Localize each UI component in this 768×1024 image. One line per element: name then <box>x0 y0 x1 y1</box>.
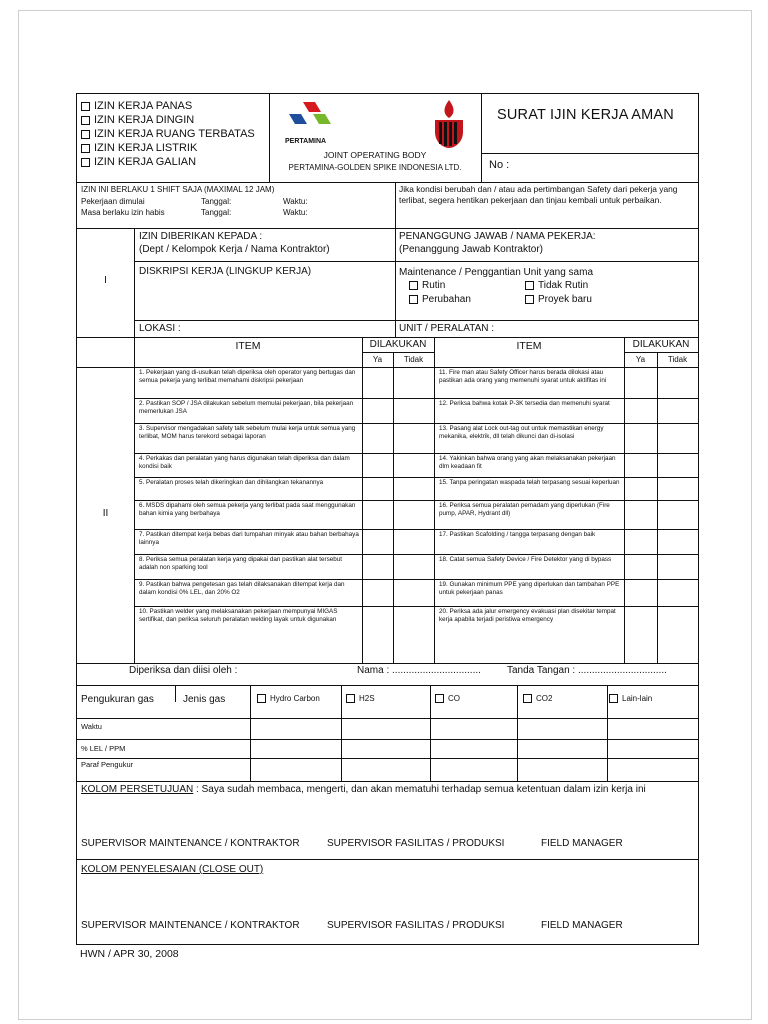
closeout-title: KOLOM PENYELESAIAN (CLOSE OUT) <box>81 864 264 875</box>
approval-sign-maintenance[interactable]: SUPERVISOR MAINTENANCE / KONTRAKTOR <box>81 838 300 849</box>
checkbox[interactable] <box>81 130 90 139</box>
checklist-no-right[interactable] <box>657 500 698 529</box>
checkbox[interactable] <box>525 281 534 290</box>
checklist-item-right: 18. Catat semua Safety Device / Fire Detektor yang di bypass <box>439 556 612 563</box>
gas-row-initial-label: Paraf Pengukur <box>81 760 134 769</box>
permit-type-hot[interactable]: IZIN KERJA PANAS <box>81 100 267 113</box>
checklist-item-right: 14. Yakinkan bahwa orang yang akan melaksanakan pekerjaan dlm keadaan fit <box>439 455 616 470</box>
section-1-label: I <box>104 275 107 286</box>
checklist-no-right[interactable] <box>657 477 698 500</box>
checkbox[interactable] <box>409 281 418 290</box>
gas-co[interactable]: CO <box>435 694 460 704</box>
checklist-no-left[interactable] <box>393 529 434 554</box>
checklist-no-left[interactable] <box>393 367 434 398</box>
gas-row-lel-label: % LEL / PPM <box>81 744 126 753</box>
checklist-yes-right[interactable] <box>624 554 657 579</box>
no-header-right: Tidak <box>667 355 688 364</box>
end-time-label: Waktu: <box>283 208 308 217</box>
checklist-no-left[interactable] <box>393 453 434 477</box>
permit-type-list <box>81 100 267 169</box>
yes-header-right: Ya <box>635 355 646 364</box>
checklist-no-left[interactable] <box>393 579 434 606</box>
checkbox[interactable] <box>523 694 532 703</box>
checklist-yes-right[interactable] <box>624 453 657 477</box>
checklist-item-left: 5. Peralatan proses telah dikeringkan dan dihilangkan tekanannya <box>139 479 324 486</box>
checklist-no-left[interactable] <box>393 606 434 663</box>
permit-form <box>76 93 699 945</box>
checklist-no-right[interactable] <box>657 579 698 606</box>
checklist-yes-right[interactable] <box>624 500 657 529</box>
checklist-item-left: 1. Pekerjaan yang di-usulkan telah diperiksa oleh operator yang bertugas dan semua pekerja yang terlibat memahami diskripsi pekerjaan <box>139 369 356 384</box>
permit-type-electrical[interactable]: IZIN KERJA LISTRIK <box>81 142 267 155</box>
checker-name-field[interactable]: Nama : ................................ <box>357 665 481 676</box>
permit-number-label: No : <box>489 159 510 171</box>
approval-statement <box>81 784 693 796</box>
pertamina-logo-text: PERTAMINA <box>285 138 327 145</box>
option-new-project[interactable]: Proyek baru <box>525 294 592 306</box>
gas-hydrocarbon[interactable]: Hydro Carbon <box>257 694 320 704</box>
start-date-label: Tanggal: <box>201 197 232 206</box>
checklist-no-right[interactable] <box>657 529 698 554</box>
checklist-no-left[interactable] <box>393 398 434 423</box>
work-description-label: DISKRIPSI KERJA (LINGKUP KERJA) <box>139 266 312 277</box>
checklist-item-left: 9. Pastikan bahwa pengetesan gas telah dilaksanakan ditempat kerja dan dalam kondisi 0% LEL, dan 20% O2 <box>139 581 345 596</box>
yes-header-left: Ya <box>372 355 383 364</box>
responsible-label: PENANGGUNG JAWAB / NAMA PEKERJA: <box>399 231 596 242</box>
option-change[interactable]: Perubahan <box>409 294 471 306</box>
gas-measurement-label: Pengukuran gas <box>81 694 154 705</box>
checklist-no-right[interactable] <box>657 453 698 477</box>
checklist-no-left[interactable] <box>393 500 434 529</box>
checklist-item-left: 8. Periksa semua peralatan kerja yang dipakai dan pastikan alat tersebut adalah non sparking tool <box>139 556 343 571</box>
checklist-item-left: 10. Pastikan welder yang melaksanakan pekerjaan mempunyai MIGAS sertifikat, dan periksa seluruh peralatan welding layak untuk digunakan <box>139 608 338 623</box>
given-to-label: IZIN DIBERIKAN KEPADA : <box>139 231 263 242</box>
gas-row-time-label: Waktu <box>81 722 102 731</box>
checklist-yes-left[interactable] <box>362 477 393 500</box>
checklist-yes-left[interactable] <box>362 606 393 663</box>
checklist-yes-right[interactable] <box>624 579 657 606</box>
checklist-item-right: 16. Periksa semua peralatan pemadam yang diperlukan (Fire pump, APAR, Hydrant dll) <box>439 502 610 517</box>
company-line-1: JOINT OPERATING BODY <box>323 150 427 160</box>
checkbox[interactable] <box>81 102 90 111</box>
checkbox[interactable] <box>346 694 355 703</box>
option-non-routine[interactable]: Tidak Rutin <box>525 280 588 292</box>
checklist-yes-right[interactable] <box>624 529 657 554</box>
checklist-yes-right[interactable] <box>624 367 657 398</box>
checker-signature-field[interactable]: Tanda Tangan : ................................ <box>507 665 667 676</box>
location-label: LOKASI : <box>139 323 181 334</box>
section-2-label: II <box>102 508 109 519</box>
approval-sign-facility[interactable]: SUPERVISOR FASILITAS / PRODUKSI <box>327 838 505 849</box>
gas-h2s[interactable]: H2S <box>346 694 375 704</box>
closeout-sign-maintenance[interactable]: SUPERVISOR MAINTENANCE / KONTRAKTOR <box>81 920 300 931</box>
closeout-sign-facility[interactable]: SUPERVISOR FASILITAS / PRODUKSI <box>327 920 505 931</box>
checklist-item-left: 3. Supervisor mengadakan safety talk sebelum mulai kerja untuk semua yang terlibat, MOM harus terekord sebagai laporan <box>139 425 356 440</box>
done-header-right: DILAKUKAN <box>632 339 690 350</box>
checklist-item-right: 19. Gunakan minimum PPE yang diperlukan dan tambahan PPE untuk pekerjaan panas <box>439 581 620 596</box>
checklist-yes-right[interactable] <box>624 423 657 453</box>
checkbox[interactable] <box>257 694 266 703</box>
checklist-yes-left[interactable] <box>362 579 393 606</box>
golden-spike-emblem <box>429 98 469 150</box>
checklist-yes-left[interactable] <box>362 423 393 453</box>
checkbox[interactable] <box>81 116 90 125</box>
checked-by-label: Diperiksa dan diisi oleh : <box>129 665 238 676</box>
given-to-sublabel: (Dept / Kelompok Kerja / Nama Kontraktor) <box>139 244 330 255</box>
form-title: SURAT IJIN KERJA AMAN <box>497 107 674 123</box>
checklist-item-left: 7. Pastikan ditempat kerja bebas dari tumpahan minyak atau bahan berbahaya lainnya <box>139 531 359 546</box>
checkbox[interactable] <box>435 694 444 703</box>
validity-line: IZIN INI BERLAKU 1 SHIFT SAJA (MAXIMAL 12 JAM) <box>81 185 275 194</box>
checklist-item-right: 17. Pastikan Scafolding / tangga terpasang dengan baik <box>439 531 596 538</box>
item-header-left: ITEM <box>235 340 261 352</box>
approval-text: : Saya sudah membaca, mengerti, dan akan mematuhi terhadap semua ketentuan dalam izin kerja ini <box>193 784 646 795</box>
checkbox[interactable] <box>81 158 90 167</box>
checklist-item-right: 12. Periksa bahwa kotak P-3K tersedia dan memenuhi syarat <box>439 400 610 407</box>
checklist-item-right: 20. Periksa ada jalur emergency evakuasi plan disekitar tempat kerja apabila terjadi peristiwa emergency <box>439 608 616 623</box>
validity-note: Jika kondisi berubah dan / atau ada pertimbangan Safety dari pekerja yang terlibat, segera hentikan pekerjaan dan tinjau kembali untuk perbaikan. <box>399 184 678 205</box>
responsible-sublabel: (Penanggung Jawab Kontraktor) <box>399 244 543 255</box>
checklist-no-left[interactable] <box>393 554 434 579</box>
checklist-no-left[interactable] <box>393 423 434 453</box>
checklist-yes-left[interactable] <box>362 367 393 398</box>
approval-title: KOLOM PERSETUJUAN <box>81 784 194 795</box>
permit-number-field[interactable] <box>521 156 691 176</box>
checklist-yes-right[interactable] <box>624 606 657 663</box>
checklist-yes-right[interactable] <box>624 477 657 500</box>
checklist-no-left[interactable] <box>393 477 434 500</box>
checklist-yes-left[interactable] <box>362 554 393 579</box>
checklist-yes-right[interactable] <box>624 398 657 423</box>
option-routine[interactable]: Rutin <box>409 280 445 292</box>
permit-type-excavation[interactable]: IZIN KERJA GALIAN <box>81 156 267 169</box>
closeout-sign-field-manager[interactable]: FIELD MANAGER <box>541 920 623 931</box>
checklist-item-right: 13. Pasang alat Lock out-tag out untuk memastikan energy mekanika, elektrik, dll telah dikunci dan di-isolasi <box>439 425 604 440</box>
checklist-yes-left[interactable] <box>362 529 393 554</box>
checklist-yes-left[interactable] <box>362 500 393 529</box>
checklist-no-right[interactable] <box>657 606 698 663</box>
permit-type-cold[interactable]: IZIN KERJA DINGIN <box>81 114 267 127</box>
pertamina-logo <box>285 100 339 140</box>
end-date-label: Tanggal: <box>201 208 232 217</box>
checkbox[interactable] <box>409 295 418 304</box>
company-line-2: PERTAMINA-GOLDEN SPIKE INDONESIA LTD. <box>288 163 462 172</box>
start-label: Pekerjaan dimulai <box>81 197 145 206</box>
done-header-left: DILAKUKAN <box>369 339 427 350</box>
checklist-item-left: 6. MSDS dipahami oleh semua pekerja yang terlibat pada saat menggunakan bahan kimia yang berbahaya <box>139 502 356 517</box>
checklist-yes-left[interactable] <box>362 398 393 423</box>
maintenance-label: Maintenance / Penggantian Unit yang sama <box>399 267 594 278</box>
checklist-no-right[interactable] <box>657 423 698 453</box>
item-header-right: ITEM <box>516 340 542 352</box>
checkbox[interactable] <box>525 295 534 304</box>
document-footer: HWN / APR 30, 2008 <box>80 948 179 960</box>
checkbox[interactable] <box>609 694 618 703</box>
gas-other[interactable]: Lain-lain <box>609 694 652 704</box>
checklist-no-right[interactable] <box>657 554 698 579</box>
permit-type-confined[interactable]: IZIN KERJA RUANG TERBATAS <box>81 128 267 141</box>
checklist-no-right[interactable] <box>657 367 698 398</box>
gas-co2[interactable]: CO2 <box>523 694 552 704</box>
checklist-item-left: 2. Pastikan SOP / JSA dilakukan sebelum memulai pekerjaan, bila pekerjaan memerlukan JSA <box>139 400 354 415</box>
start-time-label: Waktu: <box>283 197 308 206</box>
checkbox[interactable] <box>81 144 90 153</box>
approval-sign-field-manager[interactable]: FIELD MANAGER <box>541 838 623 849</box>
checklist-yes-left[interactable] <box>362 453 393 477</box>
end-label: Masa berlaku izin habis <box>81 208 165 217</box>
checklist-item-left: 4. Perkakas dan peralatan yang harus digunakan telah diperiksa dan dalam kondisi baik <box>139 455 350 470</box>
no-header-left: Tidak <box>403 355 424 364</box>
unit-label: UNIT / PERALATAN : <box>399 323 495 334</box>
checklist-no-right[interactable] <box>657 398 698 423</box>
checklist-item-right: 15. Tanpa peringatan waspada telah terpasang sesuai keperluan <box>439 479 620 486</box>
checklist-item-right: 11. Fire man atau Safety Officer harus berada dilokasi atau pastikan ada orang yang memenuhi syarat untuk aktifitas ini <box>439 369 607 384</box>
gas-type-label: Jenis gas <box>183 694 226 705</box>
